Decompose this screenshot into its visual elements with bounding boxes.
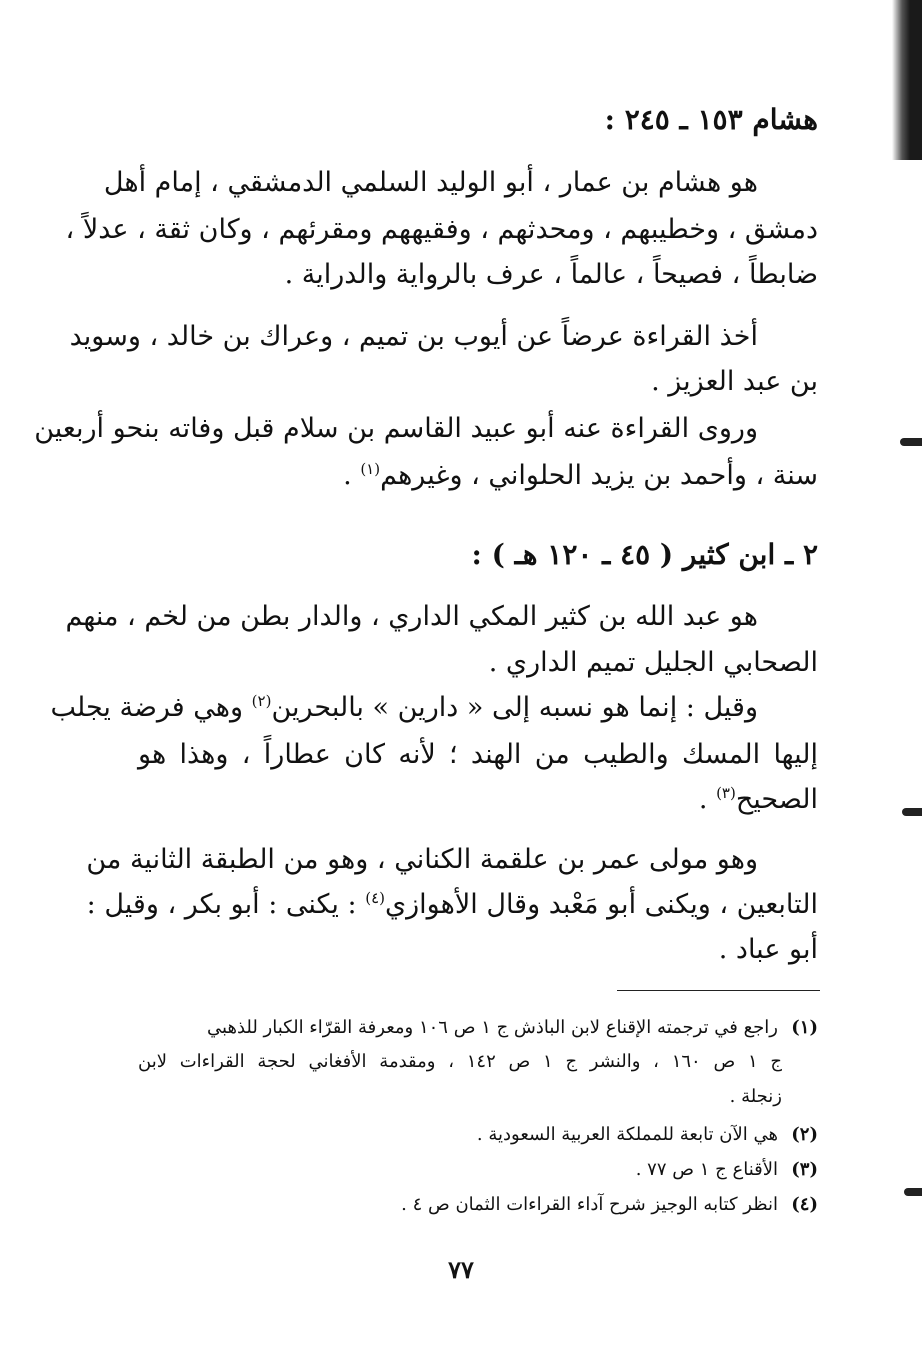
footnote-3-text: الأقناع ج ١ ص ٧٧ . [635,1159,778,1180]
para2-line1: أخذ القراءة عرضاً عن أيوب بن تميم ، وعراك بن خالد ، وسويد [69,321,758,352]
scan-edge-mark [904,1188,922,1196]
footnote-2 [138,1120,818,1150]
section-heading-hisham: هشام ١٥٣ ـ ٢٤٥ : [604,103,818,136]
footnote-separator [617,990,820,991]
scan-binding-edge [892,0,922,160]
para1-line2: دمشق ، وخطيبهم ، ومحدثهم ، وفقيههم ومقرئهم ، وكان ثقة ، عدلاً ، [65,214,818,245]
para6-line2-text-b: : يكنى : أبو بكر ، وقيل : [86,889,366,920]
para5-line3-end: . [698,784,717,815]
para6-line1: وهو مولى عمر بن علقمة الكناني ، وهو من الطبقة الثانية من [86,844,758,875]
para5-line1 [50,688,818,728]
footnote-1-line1: راجع في ترجمته الإقناع لابن الباذش ج ١ ص ١٠٦ ومعرفة القرّاء الكبار للذهبي [207,1017,778,1038]
para6-line2 [86,885,818,925]
para5-line1-text-a: وقيل : إنما هو نسبه إلى « دارين » بالبحرين [271,692,758,723]
footnote-3 [138,1155,818,1185]
para3-line2-text: سنة ، وأحمد بن يزيد الحلواني ، وغيرهم [380,460,818,491]
footnote-4 [138,1190,818,1220]
footnote-ref-1: (١) [360,460,381,478]
para3-line1: وروى القراءة عنه أبو عبيد القاسم بن سلام قبل وفاته بنحو أربعين [34,413,758,444]
footnote-1 [138,1013,818,1043]
para2-line2: بن عبد العزيز . [651,366,818,397]
para6-line2-text-a: التابعين ، ويكنى أبو مَعْبد وقال الأهوازي [385,889,818,920]
section-heading-ibn-kathir: ٢ ـ ابن كثير ( ٤٥ ـ ١٢٠ هـ ) : [471,538,818,571]
para5-line2: إليها المسك والطيب من الهند ؛ لأنه كان عطاراً ، وهذا هو [138,739,818,770]
footnote-ref-2: (٢) [251,692,272,710]
footnote-2-text: هي الآن تابعة للمملكة العربية السعودية . [476,1124,778,1145]
para5-line3 [138,780,818,820]
footnote-4-number: (٤) [791,1194,818,1215]
para3-line2-end: . [343,460,361,491]
footnote-1-line2: ج ١ ص ١٦٠ ، والنشر ج ١ ص ١٤٢ ، ومقدمة الأفغاني لحجة القراءات لابن [138,1051,782,1072]
page-number: ٧٧ [448,1255,474,1284]
para1-line3: ضابطاً ، فصيحاً ، عالماً ، عرف بالرواية والدراية . [284,259,818,290]
footnote-ref-3: (٣) [716,784,736,802]
footnote-2-number: (٢) [791,1124,818,1145]
footnote-3-number: (٣) [791,1159,818,1180]
para4-line1: هو عبد الله بن كثير المكي الداري ، والدار بطن من لخم ، منهم [65,601,758,632]
para1-line1: هو هشام بن عمار ، أبو الوليد السلمي الدمشقي ، إمام أهل [103,167,758,198]
para3-line2 [138,456,818,496]
footnote-ref-4: (٤) [365,889,385,907]
para6-line3: أبو عباد . [718,934,818,965]
footnote-1-line3: زنجلة . [729,1086,782,1107]
para5-line3-text: الصحيح [735,784,818,815]
scan-edge-mark [902,808,922,816]
footnote-4-text: انظر كتابه الوجيز شرح آداء القراءات الثمان ص ٤ . [401,1194,778,1215]
para4-line2: الصحابي الجليل تميم الداري . [488,647,818,678]
footnote-1-number: (١) [791,1017,818,1038]
para5-line1-text-b: وهي فرضة يجلب [50,692,252,723]
scan-edge-mark [900,438,922,446]
